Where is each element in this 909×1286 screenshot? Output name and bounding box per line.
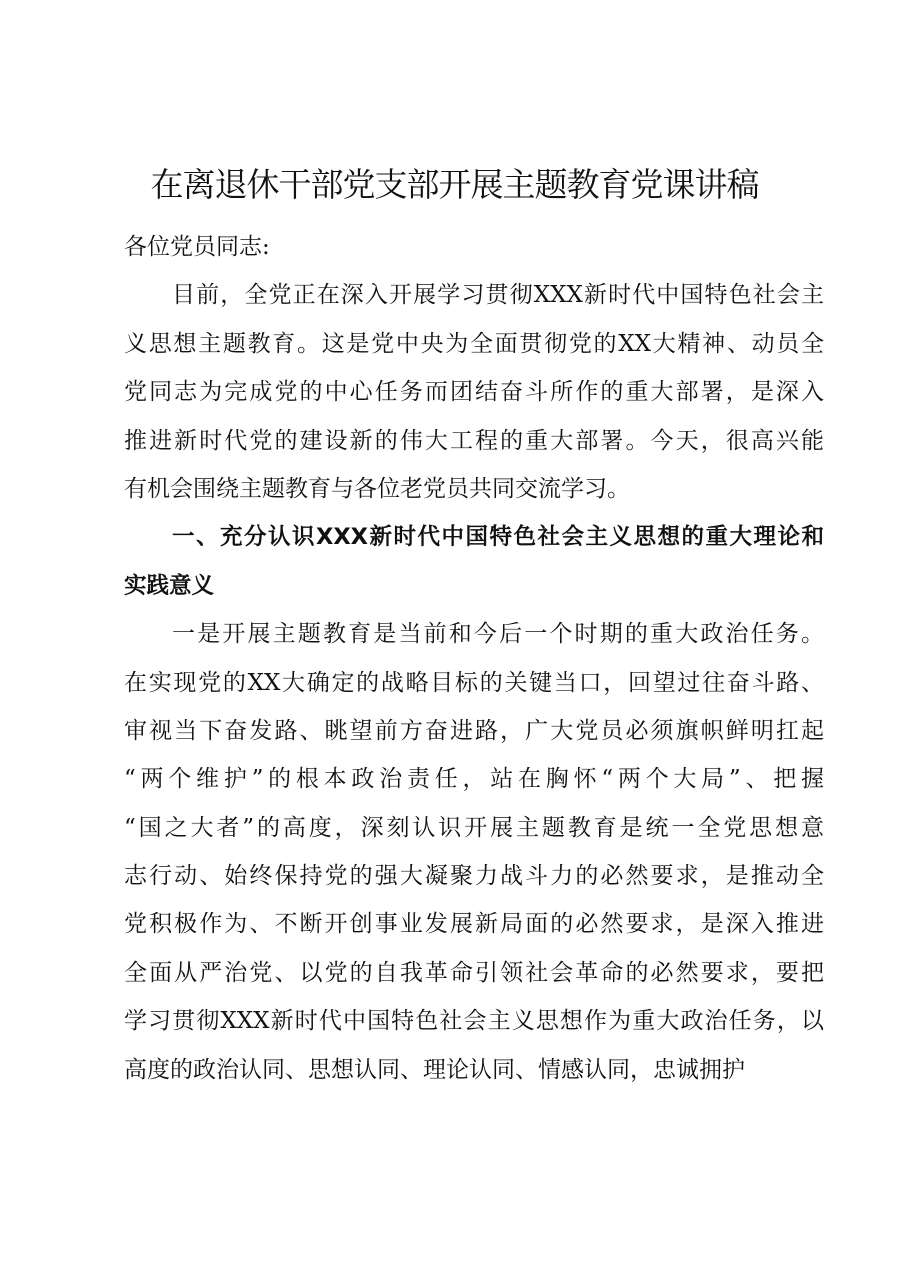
paragraph-line: 在实现党的XX大确定的战略目标的关键当口，回望过往奋斗路、 bbox=[124, 669, 824, 696]
paragraph-line: 义思想主题教育。这是党中央为全面贯彻党的XX大精神、动员全 bbox=[124, 330, 824, 357]
paragraph-line: 党同志为完成党的中心任务而团结奋斗所作的重大部署，是深入 bbox=[124, 379, 824, 406]
intro-paragraph bbox=[124, 271, 824, 513]
paragraph-line: “两个维护”的根本政治责任，站在胸怀“两个大局”、把握 bbox=[124, 766, 824, 793]
section-heading bbox=[124, 513, 824, 610]
paragraph-line: 有机会围绕主题教育与各位老党员共同交流学习。 bbox=[124, 475, 630, 502]
paragraph-line: 学习贯彻XXX新时代中国特色社会主义思想作为重大政治任务，以 bbox=[124, 1008, 824, 1035]
body-paragraph bbox=[124, 610, 824, 1094]
document-body bbox=[124, 223, 824, 1094]
salutation: 各位党员同志: bbox=[124, 234, 270, 260]
paragraph-line: 一是开展主题教育是当前和今后一个时期的重大政治任务。 bbox=[172, 621, 824, 648]
paragraph-line: 全面从严治党、以党的自我革命引领社会革命的必然要求，要把 bbox=[124, 959, 824, 986]
paragraph-line: 审视当下奋发路、眺望前方奋进路，广大党员必须旗帜鲜明扛起 bbox=[124, 717, 824, 744]
paragraph-line: 高度的政治认同、思想认同、理论认同、情感认同，忠诚拥护 bbox=[124, 1056, 745, 1083]
paragraph-line: “国之大者”的高度，深刻认识开展主题教育是统一全党思想意 bbox=[124, 814, 824, 841]
heading-line: 一、充分认识XXX新时代中国特色社会主义思想的重大理论和 bbox=[172, 524, 824, 551]
paragraph-line: 党积极作为、不断开创事业发展新局面的必然要求，是深入推进 bbox=[124, 911, 824, 938]
heading-line: 实践意义 bbox=[124, 572, 215, 599]
paragraph-line: 志行动、始终保持党的强大凝聚力战斗力的必然要求，是推动全 bbox=[124, 863, 824, 890]
paragraph-line: 目前，全党正在深入开展学习贯彻XXX新时代中国特色社会主 bbox=[172, 282, 824, 309]
paragraph-line: 推进新时代党的建设新的伟大工程的重大部署。今天，很高兴能 bbox=[124, 427, 824, 454]
document-title: 在离退休干部党支部开展主题教育党课讲稿 bbox=[150, 165, 759, 204]
